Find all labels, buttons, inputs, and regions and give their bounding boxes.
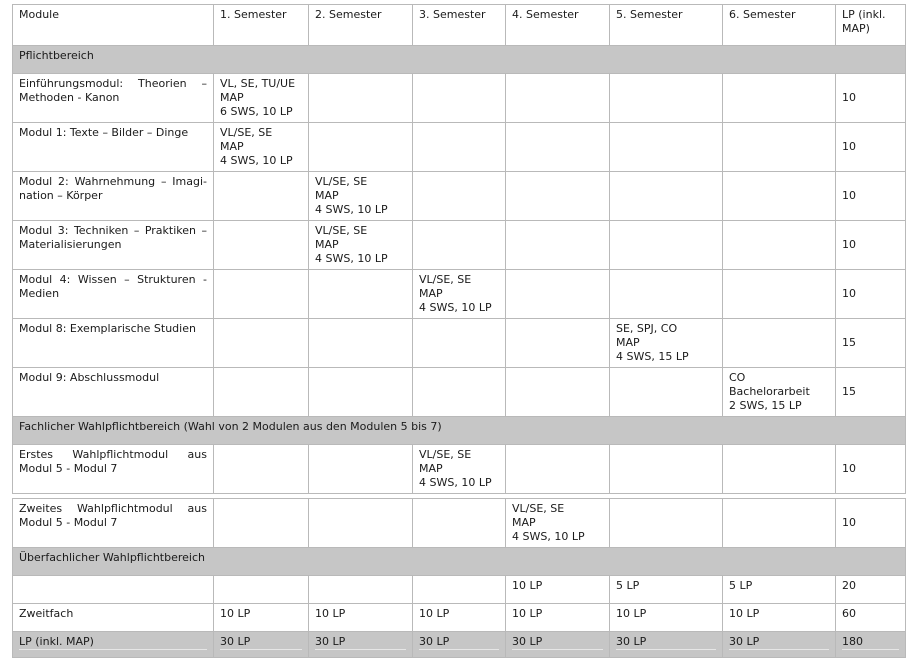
semester-cell: 5 LP xyxy=(610,576,723,604)
module-name: Zweitfach xyxy=(13,604,214,632)
header-row xyxy=(13,5,906,46)
semester-cell: VL, SE, TU/UE MAP 6 SWS, 10 LP xyxy=(214,74,309,123)
table-row xyxy=(13,499,906,548)
module-name: Zweites Wahlpflichtmodul aus Modul 5 - Modul 7 xyxy=(13,499,214,548)
table-row xyxy=(13,221,906,270)
semester-cell: 10 LP xyxy=(723,604,836,632)
semester-cell: 10 LP xyxy=(413,604,506,632)
total-label: LP (inkl. MAP) xyxy=(13,632,214,658)
module-name: Modul 9: Abschlussmodul xyxy=(13,368,214,417)
header-semester-2: 2. Semester xyxy=(309,5,413,46)
module-name: Modul 8: Exemplarische Studien xyxy=(13,319,214,368)
table-row xyxy=(13,74,906,123)
semester-cell: 10 LP xyxy=(506,576,610,604)
section-row-pflicht xyxy=(13,46,906,74)
total-cell: 30 LP xyxy=(506,632,610,658)
table-row xyxy=(13,368,906,417)
total-row xyxy=(13,632,906,658)
lp-cell: 10 xyxy=(836,123,906,172)
lp-cell: 15 xyxy=(836,319,906,368)
module-name: Einführungsmodul: Theorien – Methoden - Kanon xyxy=(13,74,214,123)
lp-cell: 10 xyxy=(836,499,906,548)
total-cell: 30 LP xyxy=(413,632,506,658)
header-module: Module xyxy=(13,5,214,46)
study-plan-table xyxy=(12,4,906,658)
table-row xyxy=(13,576,906,604)
header-semester-1: 1. Semester xyxy=(214,5,309,46)
module-name: Modul 1: Texte – Bilder – Dinge xyxy=(13,123,214,172)
section-row-ueberfachlich xyxy=(13,548,906,576)
module-name: Modul 3: Techniken – Praktiken – Materialisierungen xyxy=(13,221,214,270)
header-semester-6: 6. Semester xyxy=(723,5,836,46)
lp-cell: 10 xyxy=(836,221,906,270)
section-title: Fachlicher Wahlpflichtbereich (Wahl von 2 Modulen aus den Modulen 5 bis 7) xyxy=(13,417,906,445)
section-title: Pflichtbereich xyxy=(13,46,906,74)
total-cell: 30 LP xyxy=(610,632,723,658)
semester-cell: VL/SE, SE MAP 4 SWS, 10 LP xyxy=(413,445,506,494)
module-name: Modul 2: Wahrnehmung – Imagi-nation – Körper xyxy=(13,172,214,221)
module-name: Modul 4: Wissen – Strukturen - Medien xyxy=(13,270,214,319)
header-semester-5: 5. Semester xyxy=(610,5,723,46)
lp-cell: 10 xyxy=(836,445,906,494)
lp-cell: 60 xyxy=(836,604,906,632)
header-semester-4: 4. Semester xyxy=(506,5,610,46)
total-cell: 30 LP xyxy=(309,632,413,658)
lp-cell: 10 xyxy=(836,270,906,319)
total-cell: 30 LP xyxy=(214,632,309,658)
lp-cell: 15 xyxy=(836,368,906,417)
semester-cell: VL/SE, SE MAP 4 SWS, 10 LP xyxy=(413,270,506,319)
total-lp: 180 xyxy=(836,632,906,658)
header-semester-3: 3. Semester xyxy=(413,5,506,46)
semester-cell: 10 LP xyxy=(309,604,413,632)
semester-cell: VL/SE, SE MAP 4 SWS, 10 LP xyxy=(309,221,413,270)
table-row xyxy=(13,270,906,319)
semester-cell: CO Bachelorarbeit 2 SWS, 15 LP xyxy=(723,368,836,417)
header-lp: LP (inkl. MAP) xyxy=(836,5,906,46)
semester-cell: 10 LP xyxy=(610,604,723,632)
lp-cell: 10 xyxy=(836,74,906,123)
module-name: Erstes Wahlpflichtmodul aus Modul 5 - Modul 7 xyxy=(13,445,214,494)
semester-cell: VL/SE, SE MAP 4 SWS, 10 LP xyxy=(214,123,309,172)
section-title: Überfachlicher Wahlpflichtbereich xyxy=(13,548,906,576)
semester-cell: SE, SPJ, CO MAP 4 SWS, 15 LP xyxy=(610,319,723,368)
table-row xyxy=(13,123,906,172)
section-row-wahlpflicht xyxy=(13,417,906,445)
table-row xyxy=(13,604,906,632)
semester-cell: 10 LP xyxy=(214,604,309,632)
table-row xyxy=(13,445,906,494)
total-cell: 30 LP xyxy=(723,632,836,658)
lp-cell: 10 xyxy=(836,172,906,221)
semester-cell: VL/SE, SE MAP 4 SWS, 10 LP xyxy=(309,172,413,221)
table-row xyxy=(13,319,906,368)
semester-cell: VL/SE, SE MAP 4 SWS, 10 LP xyxy=(506,499,610,548)
lp-cell: 20 xyxy=(836,576,906,604)
semester-cell: 5 LP xyxy=(723,576,836,604)
table-row xyxy=(13,172,906,221)
semester-cell: 10 LP xyxy=(506,604,610,632)
